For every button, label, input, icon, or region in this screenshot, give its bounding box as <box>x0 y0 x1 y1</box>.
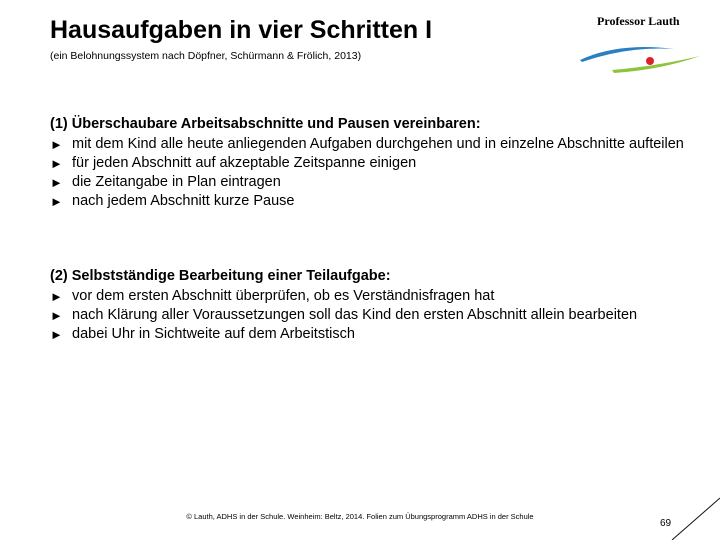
bullet-arrow-icon: ► <box>50 137 63 152</box>
bullet-text: für jeden Abschnitt auf akzeptable Zeitspanne einigen <box>72 155 417 171</box>
bullet-list <box>50 135 690 211</box>
list-item <box>50 306 690 325</box>
list-item <box>50 192 690 211</box>
bullet-arrow-icon: ► <box>50 327 63 342</box>
bullet-list <box>50 287 690 344</box>
section-heading: (1) Überschaubare Arbeitsabschnitte und Pausen vereinbaren: <box>50 116 481 132</box>
bullet-arrow-icon: ► <box>50 194 63 209</box>
bullet-text: die Zeitangabe in Plan eintragen <box>72 174 281 190</box>
list-item <box>50 135 690 154</box>
footer-citation: © Lauth, ADHS in der Schule. Weinheim: Beltz, 2014. Folien zum Übungsprogramm ADHS in der Schule <box>186 512 534 521</box>
bullet-arrow-icon: ► <box>50 289 63 304</box>
slide-subtitle: (ein Belohnungssystem nach Döpfner, Schürmann & Frölich, 2013) <box>50 50 362 62</box>
slide-title: Hausaufgaben in vier Schritten I <box>50 16 433 44</box>
logo-blue-swoosh <box>580 47 674 62</box>
bullet-text: dabei Uhr in Sichtweite auf dem Arbeitstisch <box>72 326 355 342</box>
corner-slash-decoration <box>598 478 720 540</box>
bullet-text: nach Klärung aller Voraussetzungen soll das Kind den ersten Abschnitt allein bearbeiten <box>72 307 638 323</box>
bullet-arrow-icon: ► <box>50 308 63 323</box>
list-item <box>50 173 690 192</box>
section-bearbeitung <box>50 267 690 344</box>
bullet-text: mit dem Kind alle heute anliegenden Aufgaben durchgehen und in einzelne Abschnitte aufteilen <box>72 136 684 152</box>
logo <box>578 40 702 76</box>
bullet-arrow-icon: ► <box>50 175 63 190</box>
list-item <box>50 154 690 173</box>
bullet-arrow-icon: ► <box>50 156 63 171</box>
logo-red-dot <box>646 57 654 65</box>
page-number: 69 <box>660 518 672 529</box>
author-label: Professor Lauth <box>597 14 680 28</box>
section-arbeitsabschnitte <box>50 115 690 211</box>
list-item <box>50 325 690 344</box>
section-heading: (2) Selbstständige Bearbeitung einer Teilaufgabe: <box>50 268 391 284</box>
list-item <box>50 287 690 306</box>
bullet-text: nach jedem Abschnitt kurze Pause <box>72 193 295 209</box>
logo-green-swoosh <box>612 56 700 73</box>
bullet-text: vor dem ersten Abschnitt überprüfen, ob es Verständnisfragen hat <box>72 288 495 304</box>
